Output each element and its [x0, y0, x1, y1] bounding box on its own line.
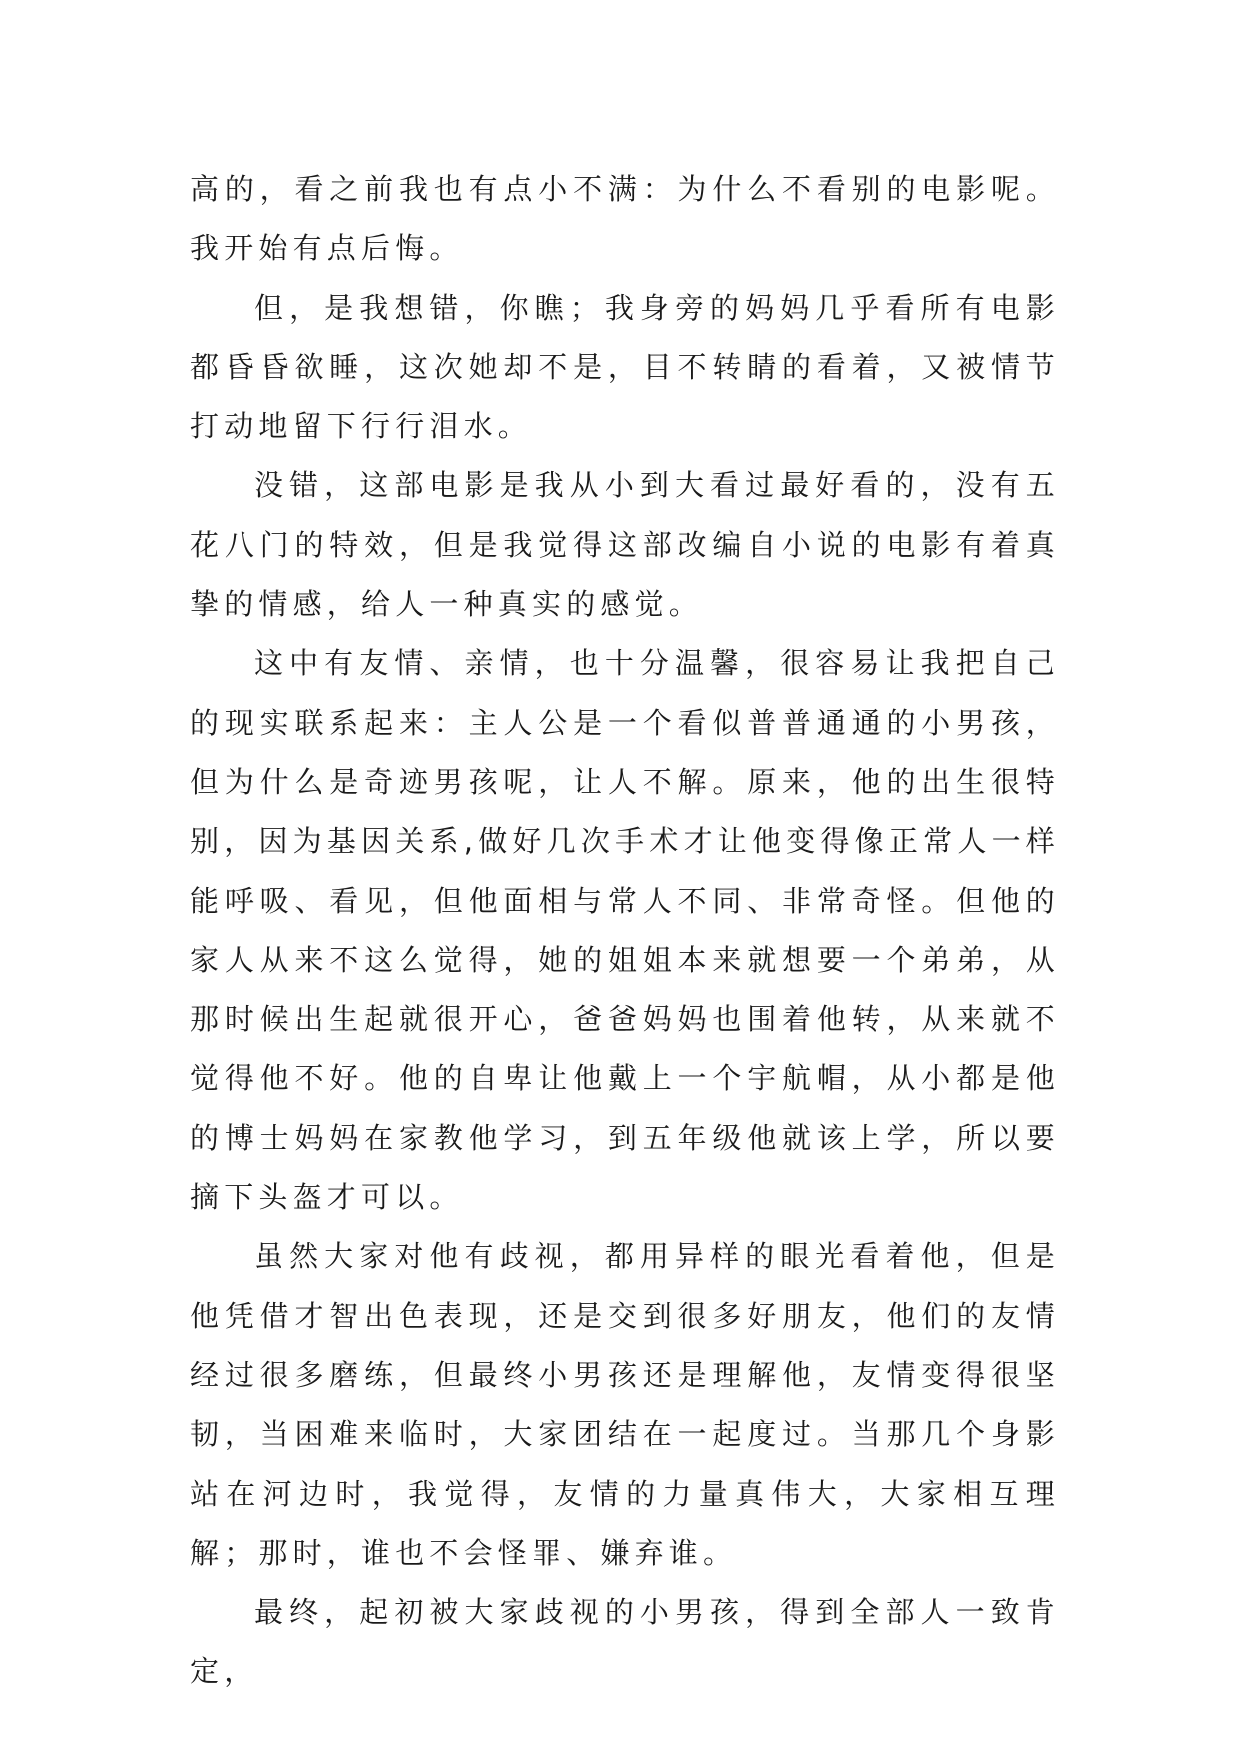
paragraph-continuation: 高的，看之前我也有点小不满：为什么不看别的电影呢。我开始有点后悔。 — [190, 172, 1060, 266]
paragraph: 虽然大家对他有歧视，都用异样的眼光看着他，但是他凭借才智出色表现，还是交到很多好朋友，他们的友情经过很多磨练，但最终小男孩还是理解他，友情变得很坚韧，当困难来临时，大家团结在一起度过。当那几个身影站在河边时，我觉得，友情的力量真伟大，大家相互理解；那时，谁也不会怪罪、嫌弃谁。 — [190, 1239, 1060, 1570]
document-body — [190, 160, 1060, 1702]
paragraph: 最终，起初被大家歧视的小男孩，得到全部人一致肯定， — [190, 1595, 1060, 1689]
paragraph: 这中有友情、亲情，也十分温馨，很容易让我把自己的现实联系起来：主人公是一个看似普普通通的小男孩，但为什么是奇迹男孩呢，让人不解。原来，他的出生很特别，因为基因关系,做好几次手术才让他变得像正常人一样能呼吸、看见，但他面相与常人不同、非常奇怪。但他的家人从来不这么觉得，她的姐姐本来就想要一个弟弟，从那时候出生起就很开心，爸爸妈妈也围着他转，从来就不觉得他不好。他的自卑让他戴上一个宇航帽，从小都是他的博士妈妈在家教他学习，到五年级他就该上学，所以要摘下头盔才可以。 — [190, 646, 1060, 1215]
paragraph: 但，是我想错，你瞧；我身旁的妈妈几乎看所有电影都昏昏欲睡，这次她却不是，目不转睛的看着，又被情节打动地留下行行泪水。 — [190, 290, 1060, 444]
paragraph: 没错，这部电影是我从小到大看过最好看的，没有五花八门的特效，但是我觉得这部改编自小说的电影有着真挚的情感，给人一种真实的感觉。 — [190, 468, 1060, 622]
